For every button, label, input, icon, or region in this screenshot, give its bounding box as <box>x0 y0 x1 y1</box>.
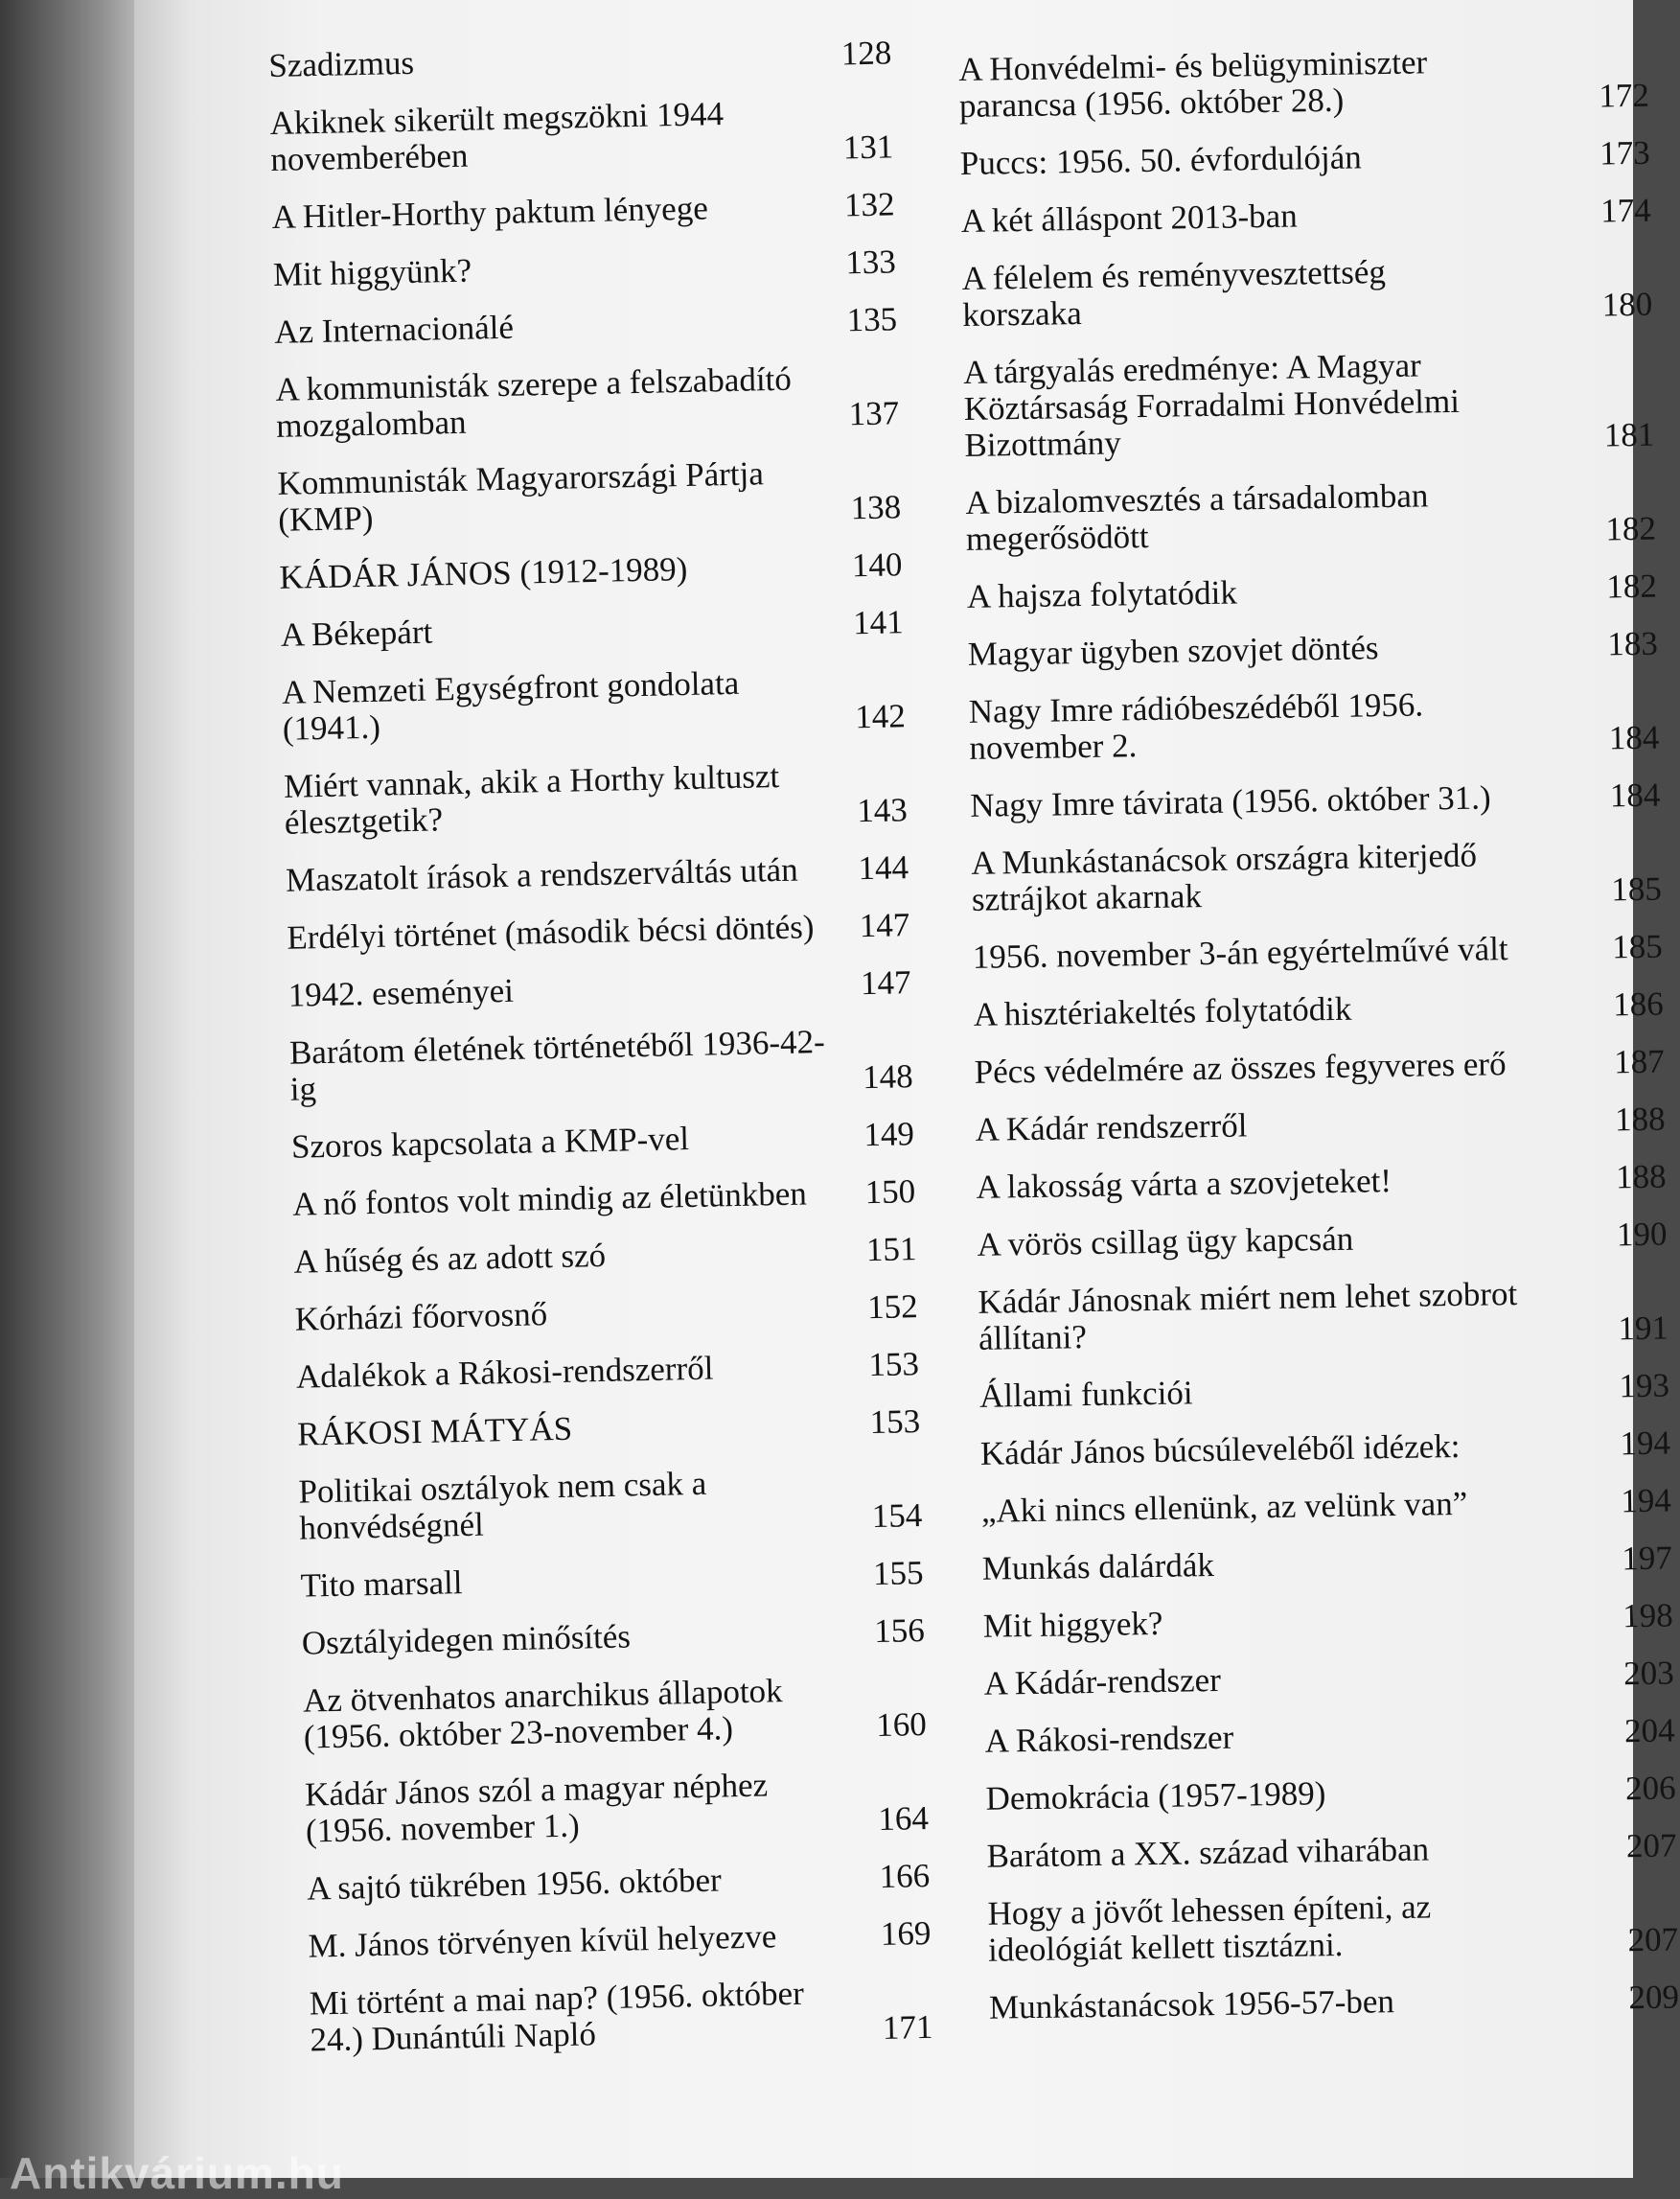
toc-entry-title: Munkás dalárdák <box>981 1546 1215 1587</box>
toc-entry-title: „Aki nincs ellenünk, az velünk van” <box>980 1484 1468 1530</box>
toc-entry-title: Munkástanácsok 1956-57-ben <box>988 1982 1395 2026</box>
toc-entry-page-number: 160 <box>875 1705 928 1745</box>
toc-entry <box>960 135 1651 182</box>
toc-entry <box>303 1670 927 1756</box>
toc-entry <box>286 849 909 899</box>
watermark-logo: Antikvárium.hu <box>10 2148 344 2198</box>
toc-entry-page-number: 171 <box>882 2007 933 2048</box>
toc-entry-title: A kommunisták szerepe a felszabadító mozgalomban <box>275 359 793 445</box>
toc-entry <box>282 661 906 748</box>
toc-entry <box>980 1425 1671 1472</box>
toc-entry <box>307 1858 931 1908</box>
toc-entry <box>973 986 1664 1033</box>
toc-entry-title: Kádár Jánosnak miért nem lehet szobrot állítani? <box>978 1275 1518 1357</box>
toc-entry-page-number: 186 <box>1612 984 1664 1024</box>
toc-entry-title: A lakosság várta a szovjeteket! <box>976 1162 1392 1206</box>
table-of-contents <box>134 0 1680 2178</box>
toc-left-column <box>268 35 933 2079</box>
toc-entry-title: Magyar ügyben szovjet döntés <box>967 629 1379 673</box>
toc-entry-page-number: 183 <box>1606 624 1659 663</box>
toc-entry <box>268 35 892 84</box>
toc-entry-page-number: 172 <box>1598 76 1650 115</box>
toc-entry-title: A Kádár-rendszer <box>983 1660 1222 1702</box>
toc-entry <box>983 1597 1674 1644</box>
toc-entry-title: A Kádár rendszerről <box>975 1106 1248 1148</box>
toc-entry-title: Tito marsall <box>300 1563 463 1605</box>
toc-entry-page-number: 190 <box>1616 1215 1668 1254</box>
toc-entry-page-number: 182 <box>1605 509 1657 548</box>
toc-entry-page-number: 135 <box>846 300 898 339</box>
toc-entry-title: A Munkástanácsok országra kiterjedő sztrájkot akarnak <box>970 836 1478 918</box>
toc-entry-page-number: 187 <box>1613 1042 1665 1081</box>
toc-entry <box>960 193 1651 240</box>
toc-entry-page-number: 164 <box>877 1798 930 1839</box>
toc-entry-title: Pécs védelmére az összes fegyveres erő <box>974 1045 1507 1091</box>
toc-entry-page-number: 153 <box>869 1402 921 1442</box>
toc-entry <box>961 250 1652 334</box>
toc-entry-title: Szoros kapcsolata a KMP-vel <box>290 1120 690 1166</box>
toc-entry-page-number: 128 <box>840 34 892 73</box>
toc-entry-page-number: 180 <box>1601 285 1653 324</box>
toc-entry-page-number: 194 <box>1620 1424 1671 1463</box>
toc-entry-title: Barátom életének történetéből 1936-42- ig <box>288 1023 826 1108</box>
toc-entry-page-number: 184 <box>1608 718 1660 757</box>
toc-entry <box>965 475 1656 558</box>
toc-entry-title: Az ötvenhatos anarchikus állapotok (1956. október 23-november 4.) <box>302 1672 783 1756</box>
toc-entry-page-number: 193 <box>1619 1366 1670 1405</box>
toc-entry-page-number: 147 <box>860 963 911 1003</box>
toc-entry <box>297 1403 921 1453</box>
toc-entry <box>289 1022 913 1108</box>
toc-entry <box>288 964 911 1014</box>
toc-entry-page-number: 143 <box>856 791 909 830</box>
toc-entry-page-number: 181 <box>1603 415 1655 454</box>
toc-entry-title: Szadizmus <box>267 43 415 84</box>
toc-entry <box>274 301 898 351</box>
toc-entry <box>291 1116 915 1166</box>
toc-entry-title: Demokrácia (1957-1989) <box>985 1774 1326 1817</box>
toc-entry-page-number: 141 <box>852 603 905 642</box>
toc-entry <box>986 1827 1677 1874</box>
toc-entry-page-number: 169 <box>880 1913 932 1954</box>
toc-entry-page-number: 154 <box>871 1496 923 1536</box>
toc-entry-page-number: 156 <box>873 1611 926 1651</box>
toc-entry-page-number: 155 <box>872 1554 924 1593</box>
toc-entry-page-number: 197 <box>1621 1539 1673 1578</box>
toc-entry-page-number: 184 <box>1609 775 1661 815</box>
toc-entry <box>984 1712 1675 1759</box>
toc-entry <box>269 92 893 178</box>
toc-entry <box>301 1612 925 1662</box>
toc-entry-title: Kádár János búcsúleveléből idézek: <box>979 1426 1461 1472</box>
toc-entry-page-number: 194 <box>1621 1481 1672 1520</box>
toc-entry <box>292 1173 916 1223</box>
toc-entry-title: Barátom a XX. század viharában <box>986 1830 1430 1875</box>
toc-entry-page-number: 133 <box>844 243 897 282</box>
toc-entry-page-number: 209 <box>1628 1978 1680 2017</box>
toc-entry <box>968 626 1659 673</box>
toc-entry-title: Kádár János szól a magyar néphez (1956. november 1.) <box>304 1766 769 1850</box>
toc-entry <box>296 1346 920 1396</box>
toc-entry <box>989 1979 1680 2025</box>
toc-entry-page-number: 198 <box>1622 1596 1674 1635</box>
toc-entry-page-number: 207 <box>1627 1920 1679 1959</box>
toc-entry <box>982 1539 1673 1586</box>
toc-entry <box>973 929 1664 976</box>
toc-entry-page-number: 203 <box>1622 1654 1674 1693</box>
toc-entry-title: A Békepárt <box>280 613 433 654</box>
toc-right-column <box>958 41 1680 2048</box>
toc-entry-page-number: 149 <box>863 1115 915 1154</box>
toc-entry <box>280 604 904 654</box>
toc-entry-page-number: 185 <box>1611 869 1663 909</box>
toc-entry-title: A hisztériakeltés folytatódik <box>973 989 1352 1033</box>
toc-entry <box>978 1274 1668 1357</box>
toc-entry <box>979 1368 1670 1415</box>
toc-entry-page-number: 147 <box>859 906 910 945</box>
toc-entry-title: A Hitler-Horthy paktum lényege <box>271 189 709 236</box>
toc-entry-page-number: 191 <box>1618 1308 1669 1348</box>
toc-entry-page-number: 138 <box>850 488 902 527</box>
toc-entry-title: M. János törvényen kívül helyezve <box>308 1917 777 1965</box>
toc-entry-title: Kórházi főorvosnő <box>294 1295 548 1338</box>
toc-entry-page-number: 140 <box>851 545 903 585</box>
toc-entry <box>976 1159 1667 1206</box>
toc-entry <box>287 907 910 957</box>
toc-entry-title: 1942. eseményei <box>288 971 515 1014</box>
toc-entry <box>981 1483 1672 1530</box>
toc-entry <box>977 1216 1668 1263</box>
toc-entry-title: Mi történt a mai nap? (1956. október 24.) Dunántúli Napló <box>309 1974 805 2059</box>
toc-entry-title: Politikai osztályok nem csak a honvédségnél <box>298 1464 707 1547</box>
toc-entry <box>293 1231 917 1281</box>
toc-entry-title: KÁDÁR JÁNOS (1912-1989) <box>279 549 688 596</box>
toc-entry-title: Az Internacionálé <box>273 308 515 351</box>
toc-entry-title: A nő fontos volt mindig az életünkben <box>291 1174 808 1223</box>
toc-entry-page-number: 182 <box>1606 567 1658 606</box>
toc-page <box>134 0 1680 2178</box>
toc-entry-title: Erdélyi történet (második bécsi döntés) <box>287 908 815 957</box>
toc-entry <box>969 683 1660 767</box>
toc-entry <box>970 777 1661 824</box>
toc-entry <box>298 1461 922 1547</box>
toc-entry-title: Akiknek sikerült megszökni 1944 novemberében <box>269 95 725 178</box>
toc-entry-title: Hogy a jövőt lehessen építeni, az ideológiát kellett tisztázni. <box>987 1887 1432 1969</box>
toc-entry-page-number: 204 <box>1623 1711 1675 1750</box>
toc-entry-page-number: 185 <box>1611 927 1664 966</box>
toc-entry <box>284 755 908 842</box>
toc-entry-title: A hűség és az adott szó <box>293 1236 607 1281</box>
toc-entry-page-number: 188 <box>1615 1157 1667 1196</box>
toc-entry <box>279 546 903 596</box>
toc-entry-title: A félelem és reményvesztettség korszaka <box>961 253 1387 334</box>
toc-entry <box>309 1973 932 2059</box>
toc-entry-title: Maszatolt írások a rendszerváltás után <box>285 850 799 899</box>
toc-entry <box>985 1770 1676 1817</box>
toc-entry-title: Nagy Imre távirata (1956. október 31.) <box>970 778 1491 824</box>
toc-entry-title: A Rákosi-rendszer <box>984 1718 1234 1760</box>
toc-entry-title: 1956. november 3-án egyértelművé vált <box>972 930 1508 976</box>
toc-entry-page-number: 153 <box>867 1345 920 1384</box>
toc-entry <box>967 568 1658 615</box>
toc-entry-page-number: 132 <box>843 185 895 224</box>
toc-entry-title: Puccs: 1956. 50. évfordulóján <box>959 138 1363 182</box>
toc-entry-title: Mit higgyek? <box>982 1604 1163 1645</box>
toc-entry-title: A sajtó tükrében 1956. október <box>306 1861 723 1908</box>
toc-entry-title: A bizalomvesztés a társadalomban megerősödött <box>965 476 1429 558</box>
toc-entry-title: A Honvédelmi- és belügyminiszter parancsa (1956. október 28.) <box>957 43 1428 125</box>
toc-entry <box>971 835 1662 918</box>
toc-entry <box>273 243 897 293</box>
toc-entry-page-number: 148 <box>862 1057 914 1097</box>
toc-entry-page-number: 166 <box>879 1856 931 1896</box>
toc-entry-title: A hajsza folytatódik <box>966 573 1238 615</box>
toc-entry <box>958 41 1649 125</box>
toc-entry <box>308 1915 932 1965</box>
toc-entry <box>305 1764 929 1850</box>
toc-entry-title: Osztályidegen minősítés <box>301 1617 632 1662</box>
toc-entry <box>983 1655 1674 1701</box>
toc-entry-page-number: 206 <box>1624 1769 1676 1808</box>
toc-entry-title: A két álláspont 2013-ban <box>960 197 1298 240</box>
toc-entry <box>974 1044 1665 1091</box>
toc-entry <box>963 344 1655 464</box>
toc-entry-title: Adalékok a Rákosi-rendszerről <box>295 1349 714 1396</box>
toc-entry-page-number: 174 <box>1599 191 1651 230</box>
toc-entry <box>975 1101 1666 1148</box>
toc-entry <box>271 186 895 236</box>
toc-entry-page-number: 144 <box>858 848 909 888</box>
toc-entry-page-number: 207 <box>1625 1826 1677 1865</box>
toc-entry-page-number: 173 <box>1599 133 1651 173</box>
toc-entry-page-number: 142 <box>854 697 907 736</box>
toc-entry-page-number: 131 <box>842 127 894 167</box>
toc-entry-page-number: 188 <box>1614 1100 1666 1139</box>
toc-entry-title: Állami funkciói <box>978 1374 1193 1415</box>
toc-entry <box>987 1885 1678 1968</box>
toc-entry-page-number: 137 <box>848 394 900 433</box>
toc-entry-page-number: 152 <box>866 1287 919 1327</box>
toc-entry <box>275 359 899 445</box>
toc-entry-title: Miért vannak, akik a Horthy kultuszt élesztgetik? <box>283 757 780 842</box>
toc-entry <box>294 1288 918 1338</box>
toc-entry-title: Kommunisták Magyarországi Pártja (KMP) <box>277 454 765 539</box>
toc-entry-title: A tárgyalás eredménye: A Magyar Köztársaság Forradalmi Honvédelmi Bizottmány <box>962 346 1461 464</box>
toc-entry <box>300 1555 924 1605</box>
toc-entry-page-number: 150 <box>864 1172 916 1212</box>
toc-entry <box>277 452 901 539</box>
book-spine-shadow <box>0 0 144 2178</box>
toc-entry-page-number: 151 <box>865 1230 917 1269</box>
toc-entry-title: Mit higgyünk? <box>272 251 472 293</box>
toc-entry-title: Nagy Imre rádióbeszédéből 1956. november 2. <box>968 685 1424 767</box>
toc-entry-title: A vörös csillag ügy kapcsán <box>977 1219 1354 1263</box>
toc-entry-title: RÁKOSI MÁTYÁS <box>296 1409 573 1453</box>
toc-entry-title: A Nemzeti Egységfront gondolata (1941.) <box>281 663 740 748</box>
